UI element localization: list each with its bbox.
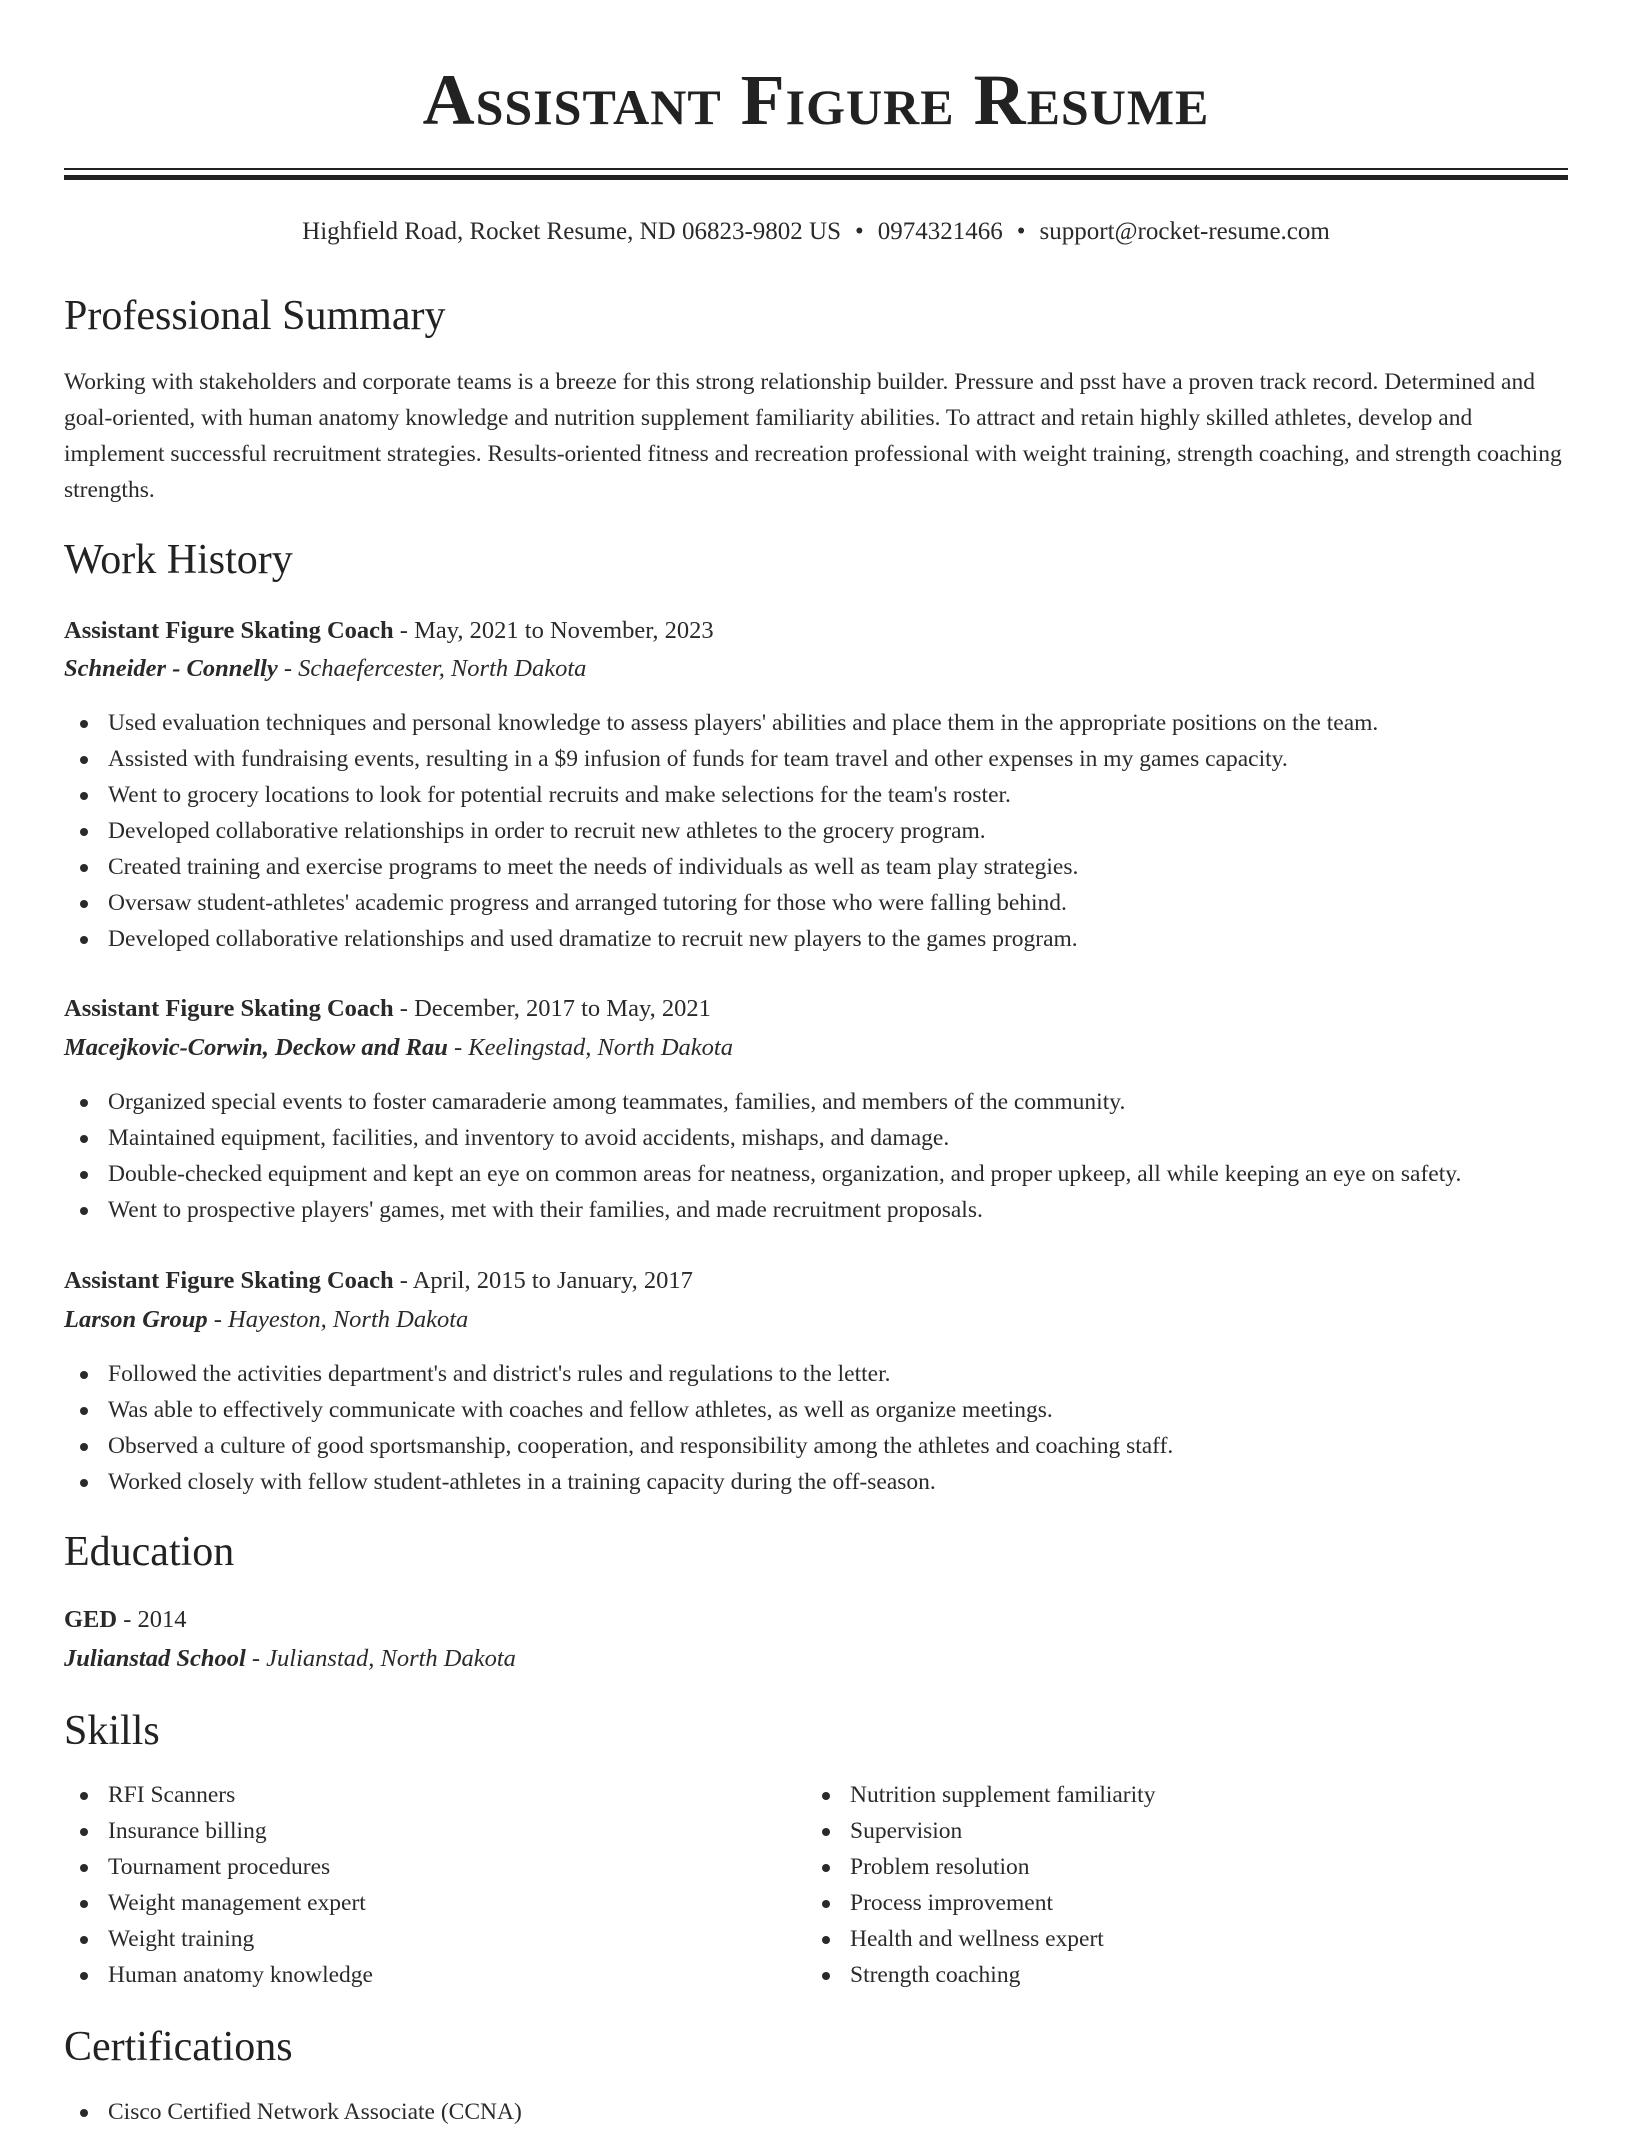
contact-separator: • [1016, 218, 1026, 245]
contact-separator: • [855, 218, 864, 245]
list-item: Developed collaborative relationships in order to recruit new athletes to the grocery program. [64, 813, 1568, 849]
list-item: Organized special events to foster camaraderie among teammates, families, and members of the community. [64, 1084, 1568, 1120]
list-item: Oversaw student-athletes' academic progress and arranged tutoring for those who were falling behind. [64, 885, 1568, 921]
job-title: Assistant Figure Skating Coach [64, 617, 394, 644]
education-school-line [64, 1641, 1568, 1677]
title-rule-thick [64, 175, 1568, 180]
list-item: Health and wellness expert [806, 1921, 1506, 1957]
resume-title: Assistant Figure Resume [422, 60, 1210, 140]
list-item: Weight training [64, 1921, 764, 1957]
list-item: Assisted with fundraising events, resulting in a $9 infusion of funds for team travel and other expenses in my games capacity. [64, 741, 1568, 777]
list-item: Developed collaborative relationships and used dramatize to recruit new players to the games program. [64, 921, 1568, 957]
job-location: - Hayeston, North Dakota [207, 1306, 469, 1333]
list-item: Created training and exercise programs to meet the needs of individuals as well as team play strategies. [64, 849, 1568, 885]
list-item: Maintained equipment, facilities, and inventory to avoid accidents, mishaps, and damage. [64, 1120, 1568, 1156]
job-company-line [64, 1030, 1568, 1066]
job-bullets [64, 705, 1568, 957]
education-year: - 2014 [117, 1606, 187, 1633]
education-degree: GED [64, 1606, 118, 1633]
list-item: Human anatomy knowledge [64, 1957, 764, 1993]
list-item: Supervision [806, 1813, 1506, 1849]
job-bullets [64, 1084, 1568, 1228]
contact-address: Highfield Road, Rocket Resume, ND 06823-9802 US [302, 218, 841, 245]
list-item: Weight management expert [64, 1885, 764, 1921]
skills-list-right [806, 1777, 1506, 1993]
list-item: Double-checked equipment and kept an eye on common areas for neatness, organization, and proper upkeep, all while keeping an eye on safety. [64, 1156, 1568, 1192]
list-item: Went to prospective players' games, met with their families, and made recruitment proposals. [64, 1192, 1568, 1228]
job-bullets [64, 1356, 1568, 1500]
job-location: - Keelingstad, North Dakota [447, 1034, 733, 1061]
job-company: Macejkovic-Corwin, Deckow and Rau [64, 1034, 448, 1061]
title-rule-thin [64, 168, 1568, 170]
education-heading: Education [64, 1529, 235, 1575]
certifications-heading: Certifications [64, 2024, 293, 2070]
contact-email: support@rocket-resume.com [1039, 218, 1330, 245]
list-item: Process improvement [806, 1885, 1506, 1921]
list-item: Nutrition supplement familiarity [806, 1777, 1506, 1813]
education-degree-line [64, 1602, 1568, 1638]
skills-list-left [64, 1777, 764, 1993]
contact-phone: 0974321466 [877, 218, 1003, 245]
list-item: Tournament procedures [64, 1849, 764, 1885]
skills-heading: Skills [64, 1708, 160, 1754]
list-item: Followed the activities department's and district's rules and regulations to the letter. [64, 1356, 1568, 1392]
job-location: - Schaefercester, North Dakota [277, 655, 587, 682]
summary-text: Working with stakeholders and corporate teams is a breeze for this strong relationship builder. Pressure and psst have a proven track record. Determined and goal-oriented, with human anatomy knowledge and nutrition supplement familiarity abilities. To attract and retain highly skilled athletes, develop and implement successful recruitment strategies. Results-oriented fitness and recreation professional with weight training, strength coaching, and strength coaching strengths. [64, 369, 1562, 503]
job-title-line [64, 991, 1568, 1027]
list-item: Was able to effectively communicate with coaches and fellow athletes, as well as organize meetings. [64, 1392, 1568, 1428]
list-item: Problem resolution [806, 1849, 1506, 1885]
list-item: Observed a culture of good sportsmanship, cooperation, and responsibility among the athletes and coaching staff. [64, 1428, 1568, 1464]
job-company: Larson Group [64, 1306, 208, 1333]
summary-heading: Professional Summary [64, 293, 446, 339]
job-dates: - April, 2015 to January, 2017 [393, 1267, 693, 1294]
list-item: Used evaluation techniques and personal knowledge to assess players' abilities and place them in the appropriate positions on the team. [64, 705, 1568, 741]
job-company-line [64, 1302, 1568, 1338]
list-item: Went to grocery locations to look for potential recruits and make selections for the team's roster. [64, 777, 1568, 813]
education-location: - Julianstad, North Dakota [245, 1645, 516, 1672]
list-item: Cisco Certified Network Associate (CCNA) [64, 2094, 1568, 2130]
job-dates: - May, 2021 to November, 2023 [393, 617, 714, 644]
list-item: RFI Scanners [64, 1777, 764, 1813]
job-company-line [64, 651, 1568, 687]
job-title: Assistant Figure Skating Coach [64, 995, 394, 1022]
list-item: Worked closely with fellow student-athletes in a training capacity during the off-season. [64, 1464, 1568, 1500]
certifications-list [64, 2094, 1568, 2130]
job-title-line [64, 1263, 1568, 1299]
job-dates: - December, 2017 to May, 2021 [393, 995, 711, 1022]
job-title-line [64, 613, 1568, 649]
list-item: Insurance billing [64, 1813, 764, 1849]
contact-line [64, 214, 1568, 250]
work-history-heading: Work History [64, 537, 293, 583]
education-school: Julianstad School [64, 1645, 246, 1672]
job-company: Schneider - Connelly [64, 655, 278, 682]
list-item: Strength coaching [806, 1957, 1506, 1993]
job-title: Assistant Figure Skating Coach [64, 1267, 394, 1294]
